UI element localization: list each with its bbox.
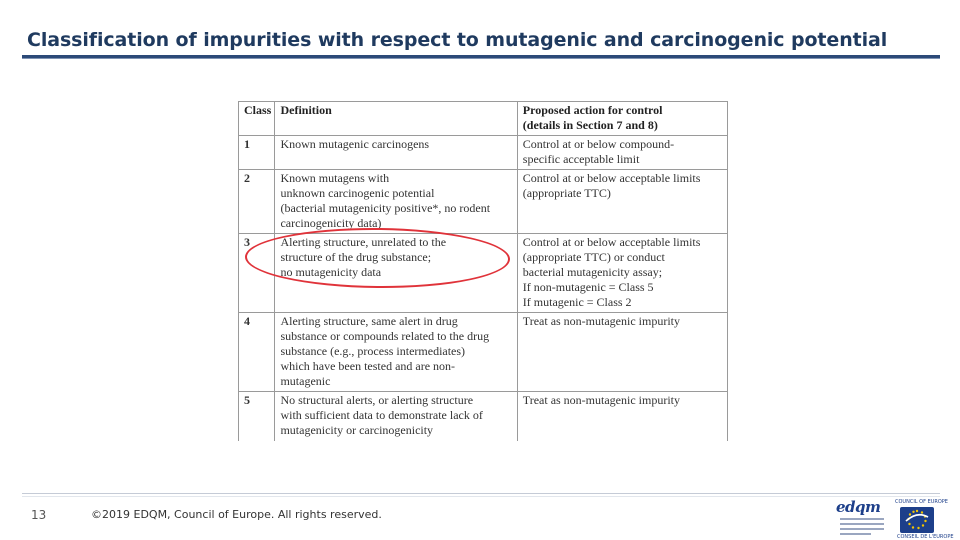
definition-line: mutagenic bbox=[280, 374, 331, 388]
action-line: If non-mutagenic = Class 5 bbox=[522, 280, 654, 294]
title-underline-thin bbox=[22, 58, 940, 59]
definition-line: No structural alerts, or alerting structure bbox=[280, 393, 474, 407]
action-line: If mutagenic = Class 2 bbox=[522, 295, 632, 309]
action-line: (appropriate TTC) bbox=[522, 186, 611, 200]
row-class: 2 bbox=[239, 170, 275, 234]
action-line: (appropriate TTC) or conduct bbox=[522, 250, 665, 264]
row-class: 3 bbox=[239, 234, 275, 313]
action-line: Treat as non-mutagenic impurity bbox=[522, 314, 680, 328]
action-line: Control at or below acceptable limits bbox=[522, 235, 701, 249]
edqm-logo-text-lines bbox=[840, 518, 884, 538]
page-number: 13 bbox=[31, 508, 47, 522]
table-row bbox=[239, 136, 728, 170]
definition-line: Known mutagens with bbox=[280, 171, 390, 185]
coe-stars-icon bbox=[900, 507, 934, 533]
definition-line: mutagenicity or carcinogenicity bbox=[280, 423, 434, 437]
footer-divider-thin bbox=[22, 496, 940, 497]
definition-line: no mutagenicity data bbox=[280, 265, 382, 279]
header-action-line2: (details in Section 7 and 8) bbox=[522, 118, 658, 132]
definition-line: carcinogenicity data) bbox=[280, 216, 382, 230]
footer-divider bbox=[22, 493, 940, 494]
action-line: Treat as non-mutagenic impurity bbox=[522, 393, 680, 407]
table-row bbox=[239, 313, 728, 392]
header-action-line1: Proposed action for control bbox=[522, 103, 663, 117]
coe-top-text: COUNCIL OF EUROPE bbox=[895, 499, 948, 505]
row-action bbox=[517, 392, 727, 442]
definition-line: substance (e.g., process intermediates) bbox=[280, 344, 466, 358]
row-action bbox=[517, 136, 727, 170]
header-definition: Definition bbox=[275, 102, 517, 136]
edqm-logo bbox=[830, 498, 888, 540]
definition-line: structure of the drug substance; bbox=[280, 250, 432, 264]
row-definition bbox=[275, 392, 517, 442]
council-of-europe-logo bbox=[894, 499, 954, 540]
definition-line: Alerting structure, same alert in drug bbox=[280, 314, 458, 328]
action-line: specific acceptable limit bbox=[522, 152, 640, 166]
action-line: bacterial mutagenicity assay; bbox=[522, 265, 663, 279]
coe-bottom-text: CONSEIL DE L'EUROPE bbox=[897, 534, 954, 540]
definition-line: which have been tested and are non- bbox=[280, 359, 456, 373]
edqm-wordmark: edqm bbox=[836, 498, 881, 516]
row-action bbox=[517, 313, 727, 392]
copyright-notice: ©2019 EDQM, Council of Europe. All rights reserved. bbox=[91, 508, 382, 521]
header-action bbox=[517, 102, 727, 136]
action-line: Control at or below acceptable limits bbox=[522, 171, 701, 185]
row-definition bbox=[275, 136, 517, 170]
slide-title: Classification of impurities with respect to mutagenic and carcinogenic potential bbox=[27, 29, 888, 51]
header-class: Class bbox=[239, 102, 275, 136]
definition-line: (bacterial mutagenicity positive*, no rodent bbox=[280, 201, 491, 215]
row-action bbox=[517, 170, 727, 234]
row-definition bbox=[275, 170, 517, 234]
row-definition bbox=[275, 313, 517, 392]
definition-line: unknown carcinogenic potential bbox=[280, 186, 435, 200]
row-action bbox=[517, 234, 727, 313]
row-class: 1 bbox=[239, 136, 275, 170]
definition-line: with sufficient data to demonstrate lack of bbox=[280, 408, 483, 422]
table-row bbox=[239, 392, 728, 442]
table-row bbox=[239, 170, 728, 234]
definition-line: substance or compounds related to the drug bbox=[280, 329, 490, 343]
definition-line: Known mutagenic carcinogens bbox=[280, 137, 430, 151]
row-class: 5 bbox=[239, 392, 275, 442]
row-class: 4 bbox=[239, 313, 275, 392]
definition-line: Alerting structure, unrelated to the bbox=[280, 235, 447, 249]
action-line: Control at or below compound- bbox=[522, 137, 675, 151]
table-header-row bbox=[239, 102, 728, 136]
